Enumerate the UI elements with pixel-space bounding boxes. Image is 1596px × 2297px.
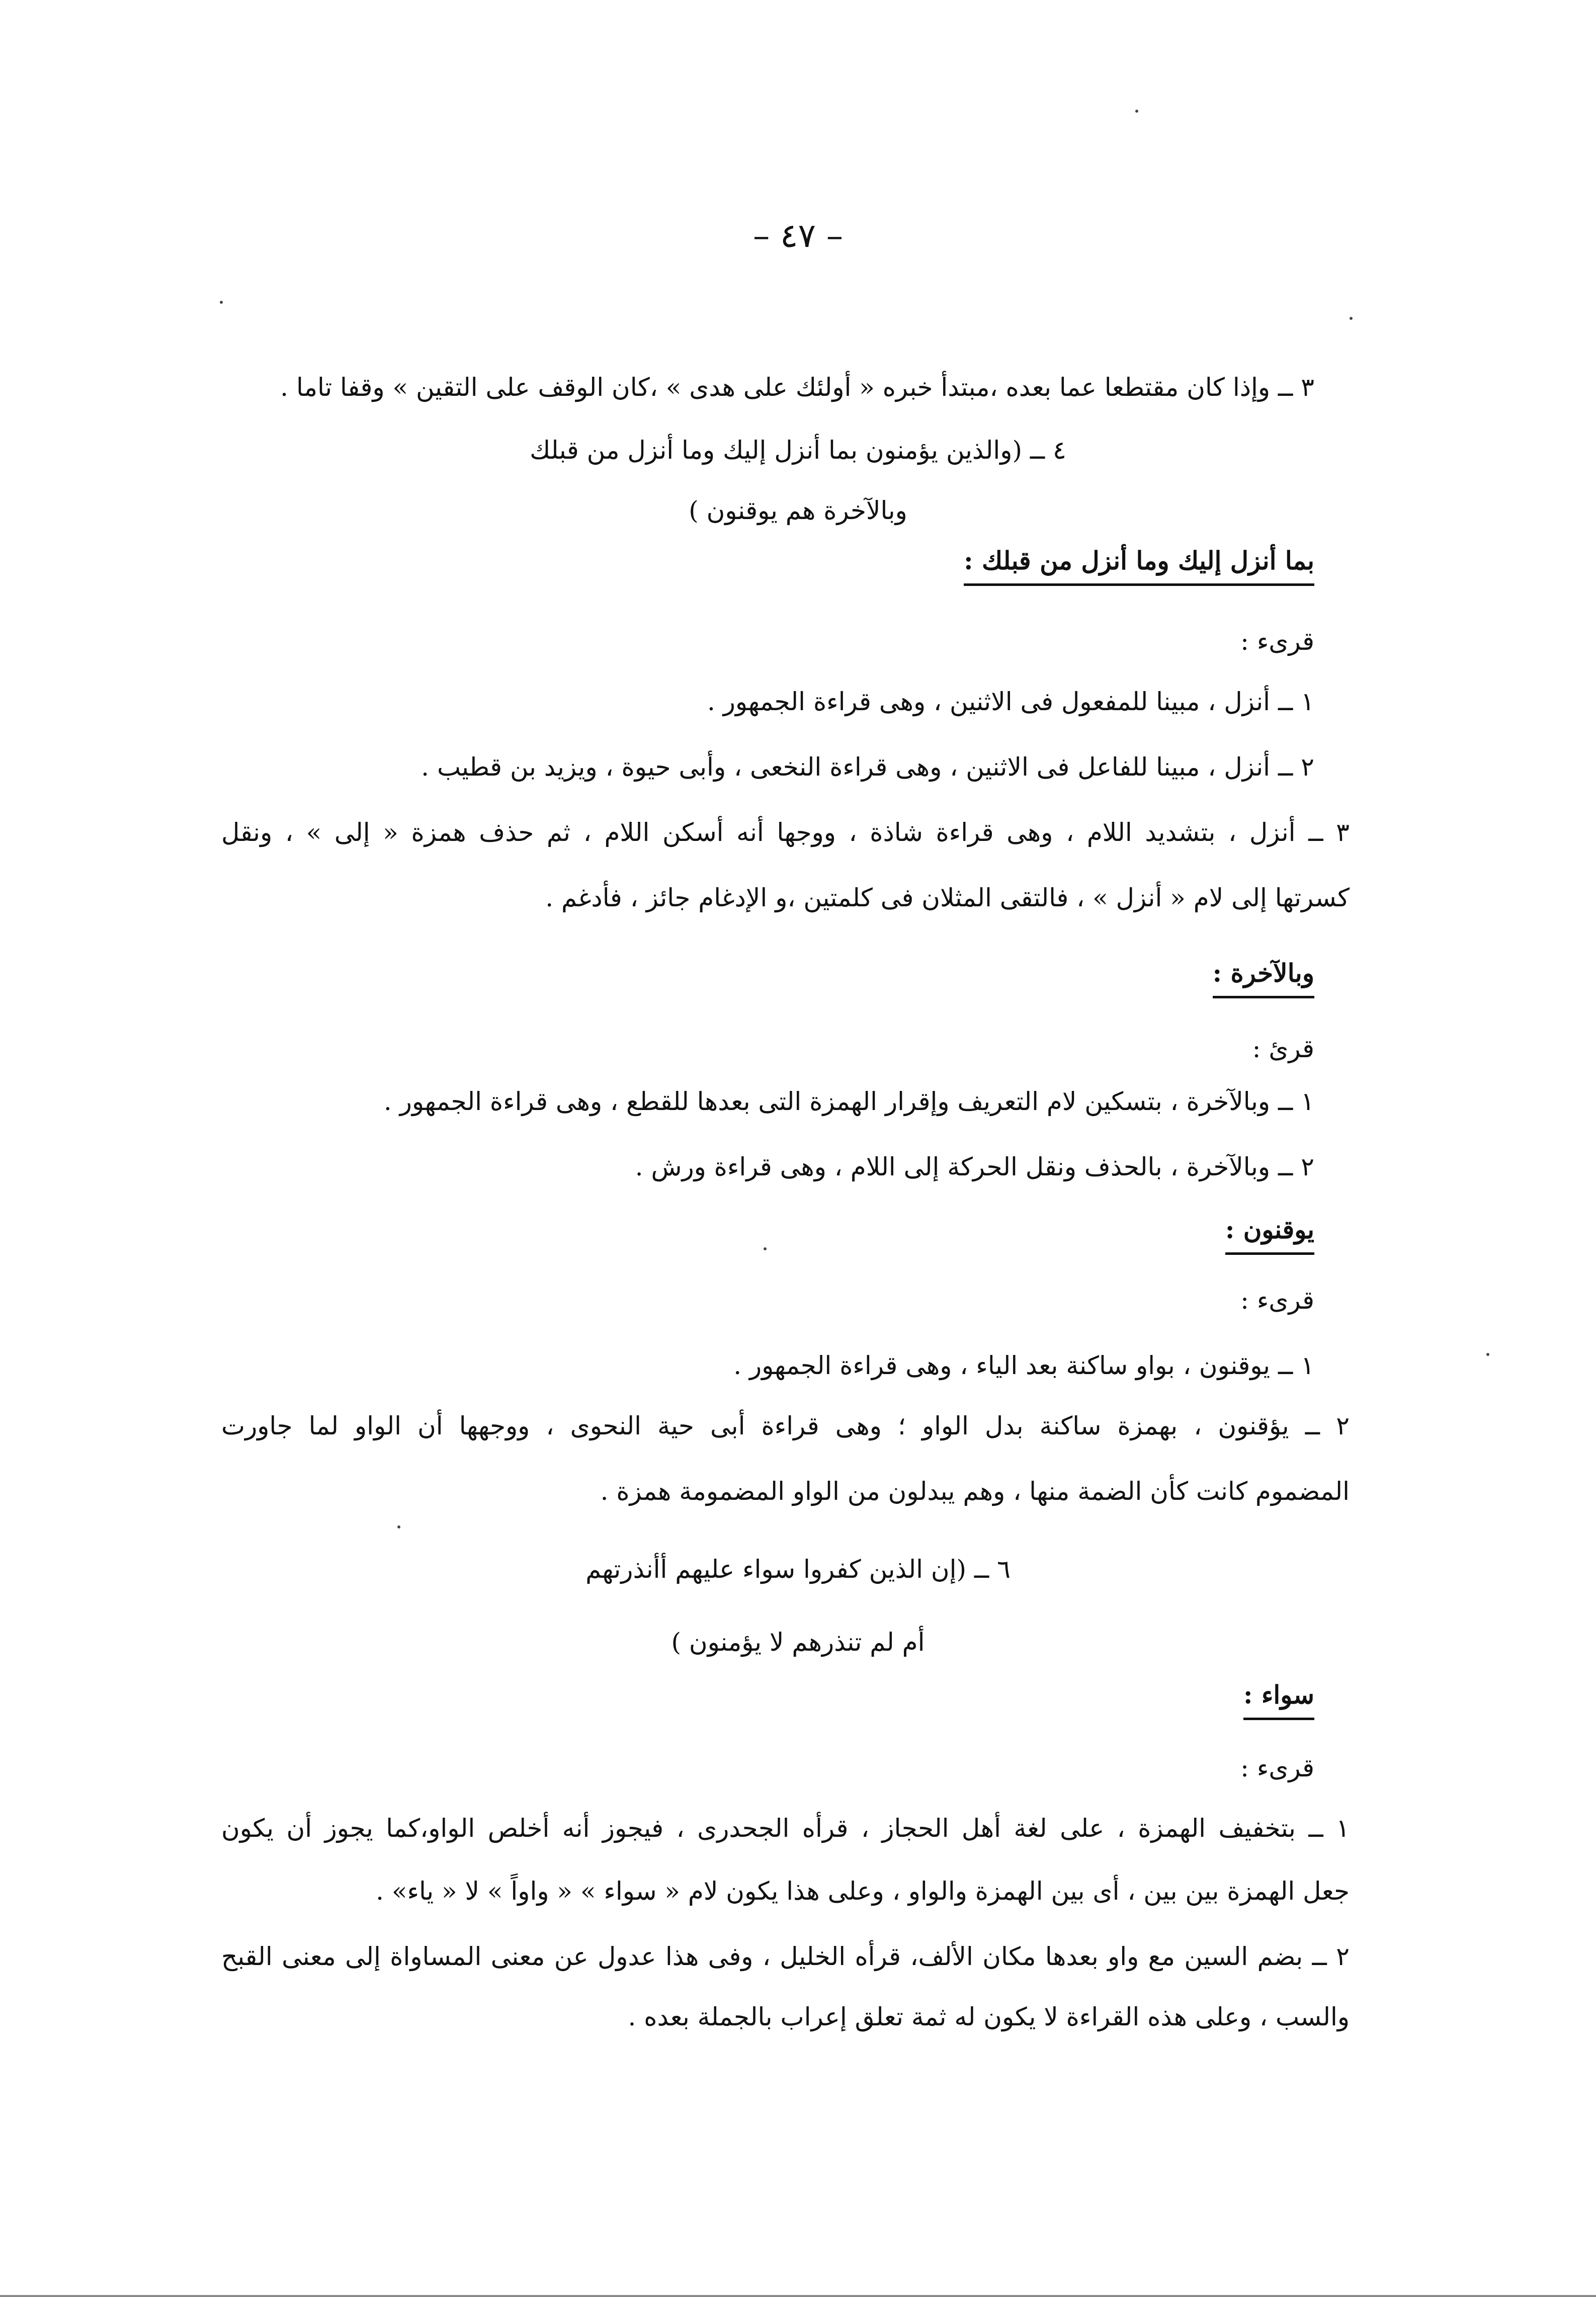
paragraph-line: جعل الهمزة بين بين ، أى بين الهمزة والواو ، وعلى هذا يكون لام « سواء » « واواً » لا « ياء» . [376,1877,1350,1906]
subheading: قرىء : [1240,627,1314,656]
subheading: قرىء : [1240,1753,1314,1782]
scan-speck [220,301,223,304]
paragraph-line: ١ ــ يوقنون ، بواو ساكنة بعد الياء ، وهى قراءة الجمهور . [733,1351,1314,1380]
paragraph-line: كسرتها إلى لام « أنزل » ، فالتقى المثلان فى كلمتين ،و الإدغام جائز ، فأدغم . [545,883,1350,912]
verse-line: ٤ ــ (والذين يؤمنون بما أنزل إليك وما أنزل من قبلك [530,436,1066,465]
verse-line: ٦ ــ (إن الذين كفروا سواء عليهم أأنذرتهم [585,1555,1011,1584]
scan-speck [1350,317,1353,320]
paragraph-line: ٢ ــ أنزل ، مبينا للفاعل فى الاثنين ، وهى قراءة النخعى ، وأبى حيوة ، ويزيد بن قطيب . [421,752,1314,782]
paragraph-line: ١ ــ بتخفيف الهمزة ، على لغة أهل الحجاز ، قرأه الجحدرى ، فيجوز أنه أخلص الواو،كما يجوز أن يكون [221,1814,1350,1843]
paragraph-line: ٣ ــ وإذا كان مقتطعا عما بعده ،مبتدأ خبره « أولئك على هدى » ،كان الوقف على التقين » وقفا تاما . [280,373,1314,402]
paragraph-line: ٢ ــ بضم السين مع واو بعدها مكان الألف، قرأه الخليل ، وفى هذا عدول عن معنى المساواة إلى معنى القبح [221,1942,1350,1971]
paragraph-line: ١ ــ أنزل ، مبينا للمفعول فى الاثنين ، وهى قراءة الجمهور . [707,687,1314,716]
paragraph-line: ٣ ــ أنزل ، بتشديد اللام ، وهى قراءة شاذة ، ووجها أنه أسكن اللام ، ثم حذف همزة « إلى » ، ونقل [221,818,1350,847]
scan-speck [397,1525,400,1528]
paragraph-line: ١ ــ وبالآخرة ، بتسكين لام التعريف وإقرار الهمزة التى بعدها للقطع ، وهى قراءة الجمهور . [383,1087,1314,1116]
page-number: – ٤٧ – [753,216,843,255]
subheading: قرئ : [1252,1034,1314,1063]
section-heading: وبالآخرة : [1213,956,1314,998]
scan-speck [1486,1353,1489,1356]
paragraph-line: المضموم كانت كأن الضمة منها ، وهم يبدلون من الواو المضمومة همزة . [600,1477,1350,1506]
section-heading: سواء : [1243,1677,1314,1720]
verse-line: أم لم تنذرهم لا يؤمنون ) [671,1628,925,1657]
subheading: قرىء : [1240,1286,1314,1315]
paragraph-line: ٢ ــ يؤقنون ، بهمزة ساكنة بدل الواو ؛ وهى قراءة أبى حية النحوى ، ووجهها أن الواو لما جاورت [221,1411,1350,1440]
verse-line: وبالآخرة هم يوقنون ) [689,496,907,525]
paragraph-line: ٢ ــ وبالآخرة ، بالحذف ونقل الحركة إلى اللام ، وهى قراءة ورش . [635,1152,1314,1181]
paragraph-line: والسب ، وعلى هذه القراءة لا يكون له ثمة تعلق إعراب بالجملة بعده . [628,2002,1350,2031]
page-bottom-border [0,2295,1596,2297]
section-heading: يوقنون : [1225,1212,1314,1255]
section-heading: بما أنزل إليك وما أنزل من قبلك : [964,543,1314,586]
scan-speck [764,1247,767,1250]
scan-speck [1135,110,1138,113]
